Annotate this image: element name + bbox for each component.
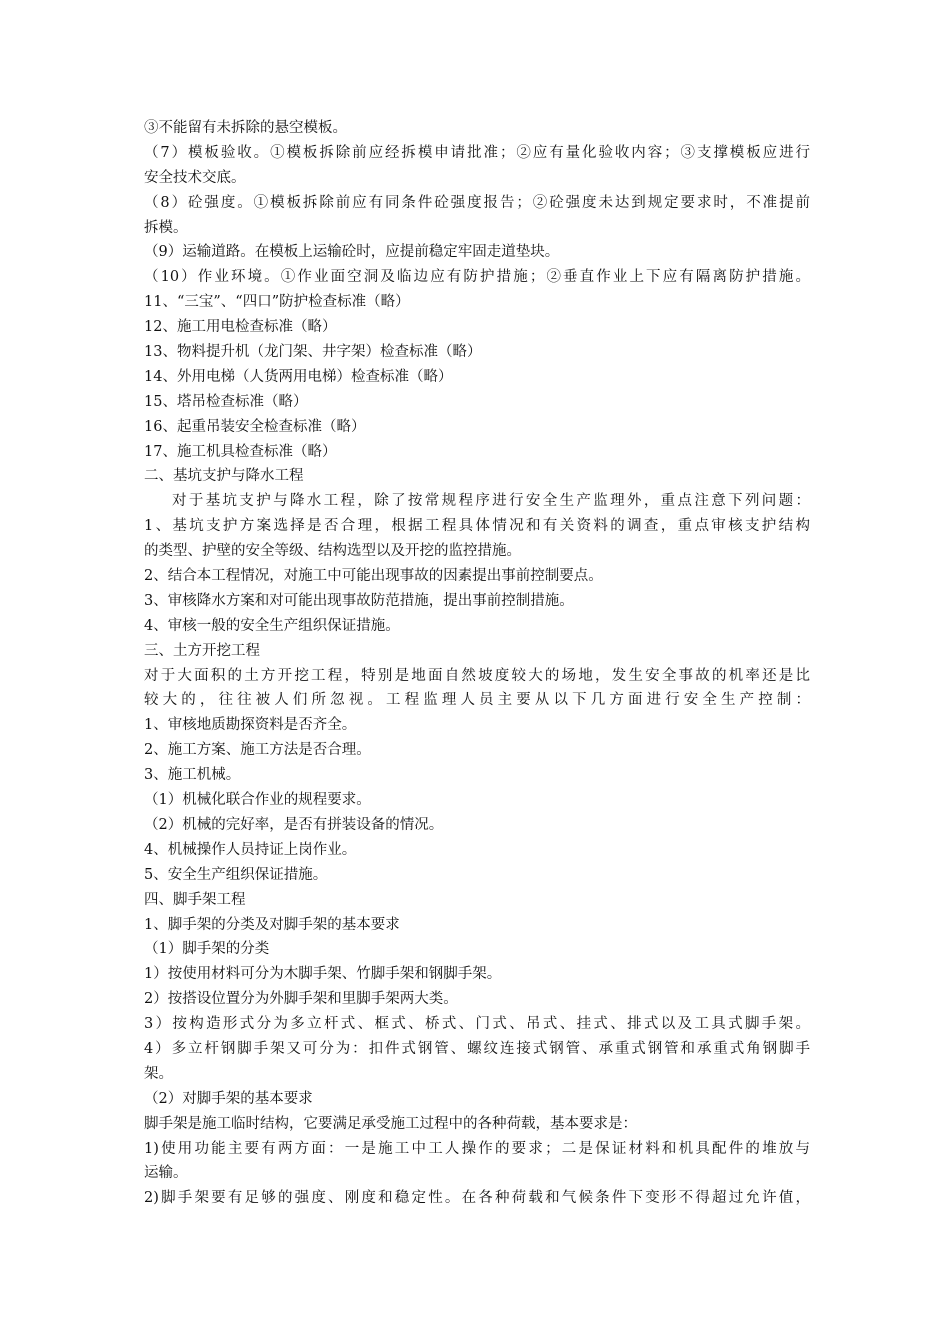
text-line: （2）机械的完好率，是否有拼装设备的情况。 xyxy=(144,816,444,833)
text-line: 1、基坑支护方案选择是否合理，根据工程具体情况和有关资料的调查，重点审核支护结构 xyxy=(144,518,810,535)
text-line: （7）模板验收。①模板拆除前应经拆模申请批准；②应有量化验收内容；③支撑模板应进行 xyxy=(144,144,810,161)
text-line: 15、塔吊检查标准（略） xyxy=(144,393,308,410)
text-line: （1）脚手架的分类 xyxy=(144,941,270,958)
text-line: 2）按搭设位置分为外脚手架和里脚手架两大类。 xyxy=(144,991,458,1008)
section-heading: 二、基坑支护与降水工程 xyxy=(144,468,304,485)
section-heading: 四、脚手架工程 xyxy=(144,891,246,908)
text-line: 对于大面积的土方开挖工程，特别是地面自然坡度较大的场地，发生安全事故的机率还是比 xyxy=(144,667,810,684)
text-line: 16、起重吊装安全检查标准（略） xyxy=(144,418,366,435)
text-line: （10）作业环境。①作业面空洞及临边应有防护措施；②垂直作业上下应有隔离防护措施。 xyxy=(144,269,810,286)
section-heading: 三、土方开挖工程 xyxy=(144,642,260,659)
text-line: 2)脚手架要有足够的强度、刚度和稳定性。在各种荷载和气候条件下变形不得超过允许值， xyxy=(144,1190,810,1207)
text-line: 11、“三宝”、“四口”防护检查标准（略） xyxy=(144,294,410,311)
text-line: 13、物料提升机（龙门架、井字架）检查标准（略） xyxy=(144,344,482,361)
text-line: 2、结合本工程情况，对施工中可能出现事故的因素提出事前控制要点。 xyxy=(144,568,603,585)
text-line: 的类型、护壁的安全等级、结构选型以及开挖的监控措施。 xyxy=(144,543,521,560)
document-page xyxy=(144,116,810,1211)
text-line: 对于基坑支护与降水工程，除了按常规程序进行安全生产监理外，重点注意下列问题： xyxy=(172,493,810,510)
text-line: 较大的，往往被人们所忽视。工程监理人员主要从以下几方面进行安全生产控制： xyxy=(144,692,810,709)
text-line: 2、施工方案、施工方法是否合理。 xyxy=(144,742,371,759)
text-line: （9）运输道路。在模板上运输砼时，应提前稳定牢固走道垫块。 xyxy=(144,244,560,261)
text-line: 4、审核一般的安全生产组织保证措施。 xyxy=(144,617,400,634)
text-line: 14、外用电梯（人货两用电梯）检查标准（略） xyxy=(144,368,453,385)
text-line: 3、审核降水方案和对可能出现事故防范措施，提出事前控制措施。 xyxy=(144,592,574,609)
text-line: 1、审核地质勘探资料是否齐全。 xyxy=(144,717,357,734)
text-line: （2）对脚手架的基本要求 xyxy=(144,1090,313,1107)
text-line: 3、施工机械。 xyxy=(144,767,241,784)
text-line: 架。 xyxy=(144,1065,173,1082)
text-line: 运输。 xyxy=(144,1165,188,1182)
text-line: （1）机械化联合作业的规程要求。 xyxy=(144,792,371,809)
text-line: 4、机械操作人员持证上岗作业。 xyxy=(144,841,357,858)
text-line: ③不能留有未拆除的悬空模板。 xyxy=(144,120,347,136)
text-line: 1、脚手架的分类及对脚手架的基本要求 xyxy=(144,916,400,933)
text-line: 3）按构造形式分为多立杆式、框式、桥式、门式、吊式、挂式、排式以及工具式脚手架。 xyxy=(144,1016,810,1033)
text-line: 拆模。 xyxy=(144,219,188,236)
text-line: 1）按使用材料可分为木脚手架、竹脚手架和钢脚手架。 xyxy=(144,966,502,983)
text-line: 17、施工机具检查标准（略） xyxy=(144,443,337,460)
text-line: （8）砼强度。①模板拆除前应有同条件砼强度报告；②砼强度未达到规定要求时，不准提前 xyxy=(144,194,810,211)
text-line: 5、安全生产组织保证措施。 xyxy=(144,866,328,883)
text-line: 1)使用功能主要有两方面：一是施工中工人操作的要求；二是保证材料和机具配件的堆放与 xyxy=(144,1140,810,1157)
text-line: 脚手架是施工临时结构，它要满足承受施工过程中的各种荷载，基本要求是： xyxy=(144,1115,637,1132)
text-line: 安全技术交底。 xyxy=(144,169,246,186)
text-line: 4）多立杆钢脚手架又可分为：扣件式钢管、螺纹连接式钢管、承重式钢管和承重式角钢脚手 xyxy=(144,1040,810,1057)
text-line: 12、施工用电检查标准（略） xyxy=(144,319,337,336)
